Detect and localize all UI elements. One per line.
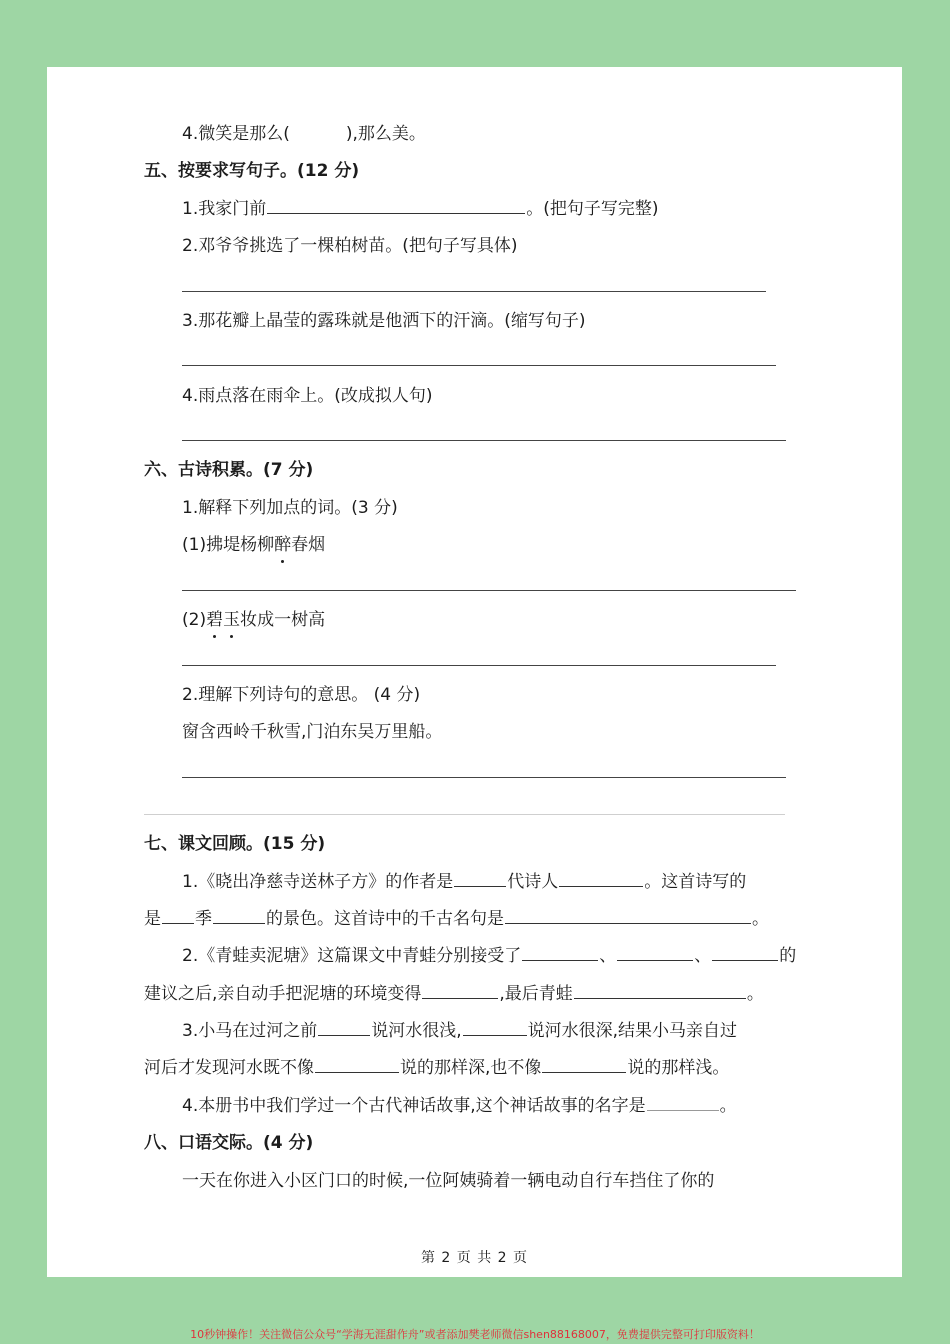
s6-question-1: 1.解释下列加点的词。(3 分): [182, 498, 398, 518]
worksheet-page: [47, 67, 902, 1277]
answer-blank[interactable]: [712, 944, 778, 961]
dotted-word: 醉: [274, 535, 292, 555]
answer-line[interactable]: [182, 590, 796, 591]
s7-question-1-cont: 是 季 的景色。这首诗中的千古名句是 。: [144, 909, 769, 929]
answer-blank[interactable]: [542, 1056, 626, 1073]
answer-blank[interactable]: [267, 197, 525, 214]
answer-blank[interactable]: [617, 944, 693, 961]
section-7-heading: 七、课文回顾。(15 分): [144, 834, 326, 854]
page-number: 第 2 页 共 2 页: [420, 1250, 529, 1266]
question-4-smile: 4.微笑是那么( ),那么美。: [182, 124, 426, 144]
answer-line[interactable]: [182, 365, 776, 366]
s7-question-1: 1.《晓出净慈寺送林子方》的作者是 代诗人 。这首诗写的: [182, 872, 747, 892]
s7-question-2-cont: 建议之后,亲自动手把泥塘的环境变得 ,最后青蛙 。: [144, 984, 764, 1004]
answer-blank[interactable]: [422, 982, 498, 999]
answer-blank[interactable]: [574, 982, 746, 999]
answer-line[interactable]: [182, 291, 766, 292]
section-6-heading: 六、古诗积累。(7 分): [144, 460, 314, 480]
s7-question-2: 2.《青蛙卖泥塘》这篇课文中青蛙分别接受了 、 、 的: [182, 946, 797, 966]
watermark-banner: 10秒钟操作！关注微信公众号“学海无涯甜作舟”或者添加樊老师微信shen88168007，免费提供完整可打印版资料！: [190, 1328, 760, 1341]
answer-line[interactable]: [144, 814, 785, 815]
s8-prompt: 一天在你进入小区门口的时候,一位阿姨骑着一辆电动自行车挡住了你的: [182, 1171, 715, 1191]
s5-question-2: 2.邓爷爷挑选了一棵柏树苗。(把句子写具体): [182, 236, 518, 256]
s7-question-3-cont: 河后才发现河水既不像 说的那样深,也不像 说的那样浅。: [144, 1058, 730, 1078]
s5-question-3: 3.那花瓣上晶莹的露珠就是他洒下的汗滴。(缩写句子): [182, 311, 586, 331]
dotted-word: 碧: [206, 610, 224, 630]
s6-question-2: 2.理解下列诗句的意思。 (4 分): [182, 685, 421, 705]
answer-line[interactable]: [182, 440, 786, 441]
s6-question-1b: (2)碧玉妆成一树高: [182, 610, 326, 630]
answer-blank[interactable]: [505, 907, 751, 924]
answer-blank[interactable]: [559, 870, 643, 887]
answer-blank[interactable]: [454, 870, 506, 887]
answer-blank[interactable]: [522, 944, 598, 961]
poem-line: 窗含西岭千秋雪,门泊东吴万里船。: [182, 722, 443, 742]
section-8-heading: 八、口语交际。(4 分): [144, 1133, 314, 1153]
answer-blank[interactable]: [162, 907, 194, 924]
answer-blank[interactable]: [318, 1019, 370, 1036]
answer-line[interactable]: [182, 777, 786, 778]
section-5-heading: 五、按要求写句子。(12 分): [144, 161, 360, 181]
answer-blank[interactable]: [213, 907, 265, 924]
s6-question-1a: (1)拂堤杨柳醉春烟: [182, 535, 326, 555]
answer-blank[interactable]: [315, 1056, 399, 1073]
s7-question-4: 4.本册书中我们学过一个古代神话故事,这个神话故事的名字是 。: [182, 1096, 737, 1116]
dotted-word: 玉: [223, 610, 241, 630]
s7-question-3: 3.小马在过河之前 说河水很浅, 说河水很深,结果小马亲自过: [182, 1021, 738, 1041]
answer-blank[interactable]: [463, 1019, 527, 1036]
answer-blank[interactable]: [647, 1094, 719, 1111]
s5-question-1: 1.我家门前 。(把句子写完整): [182, 199, 659, 219]
answer-line[interactable]: [182, 665, 776, 666]
s5-question-4: 4.雨点落在雨伞上。(改成拟人句): [182, 386, 433, 406]
